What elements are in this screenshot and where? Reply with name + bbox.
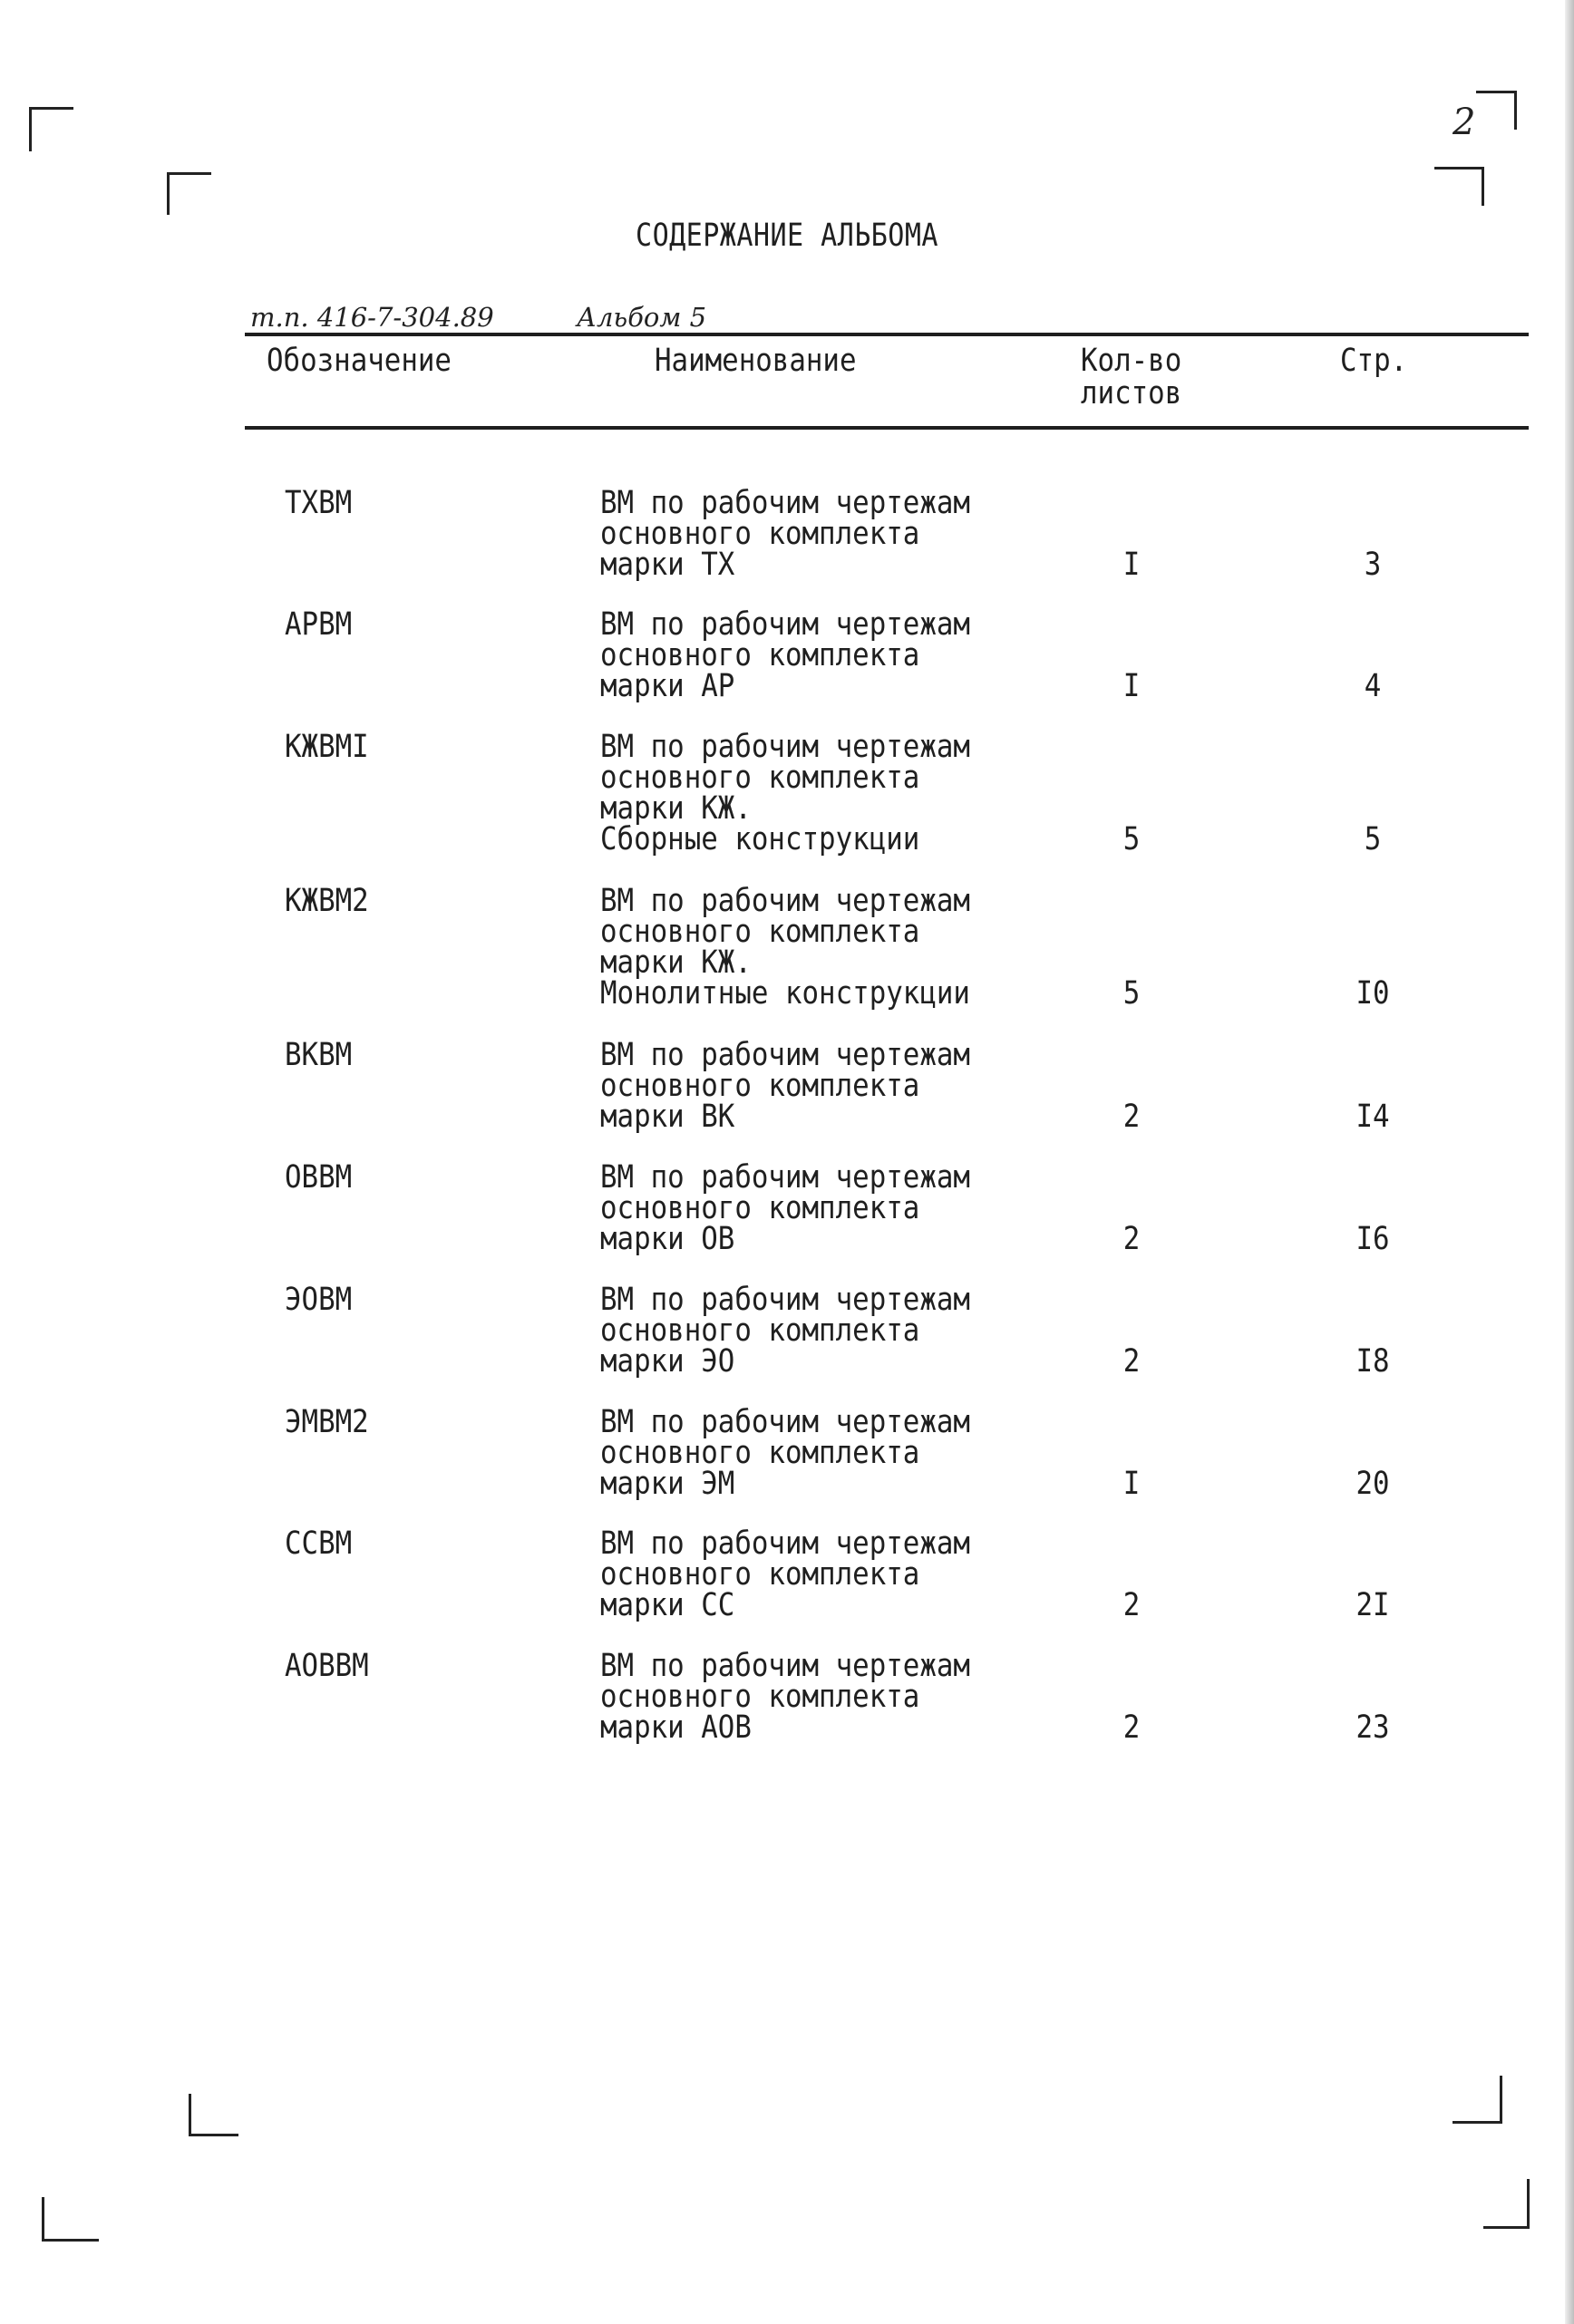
header-top-rule [245, 333, 1529, 336]
row-name [600, 731, 970, 855]
document-title: СОДЕРЖАНИЕ АЛЬБОМА [636, 218, 938, 254]
corner-mark-top-right [1476, 91, 1517, 130]
row-designation: ВКВМ [285, 1037, 353, 1073]
row-name-line: марки АР [600, 668, 735, 704]
row-name [600, 1525, 970, 1623]
row-page: I4 [1355, 1099, 1390, 1135]
row-page: 20 [1355, 1466, 1390, 1502]
row-designation: ССВМ [285, 1525, 353, 1562]
row-name-line: основного комплекта [600, 1435, 920, 1471]
row-page: 5 [1364, 821, 1382, 857]
row-name [600, 1037, 970, 1135]
row-name-line: ВМ по рабочим чертежам [600, 606, 970, 643]
row-name-line: ВМ по рабочим чертежам [600, 1404, 970, 1440]
corner-mark-bottom-left [42, 2197, 99, 2242]
row-name-line: основного комплекта [600, 1190, 920, 1226]
page-number: 2 [1453, 102, 1476, 143]
row-page: 4 [1364, 668, 1382, 704]
row-name-line: ВМ по рабочим чертежам [600, 1037, 970, 1073]
row-name-line: основного комплекта [600, 914, 920, 950]
row-page: 3 [1364, 547, 1382, 583]
row-designation: ЭОВМ [285, 1282, 353, 1318]
header-page: Стр. [1340, 343, 1408, 379]
corner-mark-bottom-right [1483, 2179, 1530, 2229]
row-sheets: 2 [1122, 1221, 1141, 1257]
row-name [600, 1648, 970, 1746]
corner-mark-top-left-inner [167, 172, 211, 215]
row-sheets: I [1122, 668, 1141, 704]
row-designation: ЭМВМ2 [285, 1404, 369, 1440]
row-name-line: ВМ по рабочим чертежам [600, 1282, 970, 1318]
row-name-line: ВМ по рабочим чертежам [600, 883, 970, 919]
row-name-line: основного комплекта [600, 760, 920, 796]
row-name-line: Сборные конструкции [600, 821, 920, 857]
row-name [600, 1159, 970, 1257]
corner-mark-top-left [29, 107, 73, 151]
row-name [600, 485, 970, 583]
row-designation: АРВМ [285, 606, 353, 643]
row-name-line: марки ОВ [600, 1221, 735, 1257]
header-name: Наименование [655, 343, 857, 379]
header-designation: Обозначение [267, 343, 452, 379]
corner-mark-bottom-right-inner [1453, 2076, 1502, 2124]
header-sheets-line1: Кол-во [1081, 343, 1182, 379]
row-sheets: 2 [1122, 1709, 1141, 1746]
row-name-line: марки ТХ [600, 547, 735, 583]
row-name-line: основного комплекта [600, 1068, 920, 1104]
row-name-line: основного комплекта [600, 637, 920, 673]
project-code: т.п. 416-7-304.89 [250, 302, 494, 333]
row-page: I0 [1355, 975, 1390, 1012]
row-sheets: 5 [1122, 821, 1141, 857]
row-name-line: ВМ по рабочим чертежам [600, 1648, 970, 1684]
row-name-line: основного комплекта [600, 516, 920, 552]
row-name-line: марки КЖ. [600, 790, 752, 827]
row-name [600, 1282, 970, 1380]
row-name-line: марки ЭО [600, 1343, 735, 1380]
row-name [600, 606, 970, 704]
row-name-line: основного комплекта [600, 1312, 920, 1349]
row-designation: КЖВМI [285, 729, 369, 765]
header-sheets [1081, 344, 1181, 410]
row-sheets: 5 [1122, 975, 1141, 1012]
row-page: 23 [1355, 1709, 1390, 1746]
corner-mark-top-right-inner [1434, 167, 1484, 206]
row-designation: КЖВМ2 [285, 883, 369, 919]
header-bottom-rule [245, 426, 1529, 430]
header-sheets-line2: листов [1081, 375, 1182, 412]
row-name-line: марки АОВ [600, 1709, 752, 1746]
row-name-line: марки ВК [600, 1099, 735, 1135]
corner-mark-bottom-left-inner [189, 2094, 238, 2136]
album-label: Альбом 5 [577, 302, 707, 333]
row-name-line: марки ЭМ [600, 1466, 735, 1502]
row-sheets: I [1122, 547, 1141, 583]
row-name [600, 883, 970, 1012]
row-sheets: 2 [1122, 1587, 1141, 1623]
row-page: 2I [1355, 1587, 1390, 1623]
row-page: I6 [1355, 1221, 1390, 1257]
row-designation: ОВВМ [285, 1159, 353, 1196]
row-sheets: 2 [1122, 1343, 1141, 1380]
row-name-line: ВМ по рабочим чертежам [600, 485, 970, 521]
row-designation: АОВВМ [285, 1648, 369, 1684]
row-name [600, 1404, 970, 1502]
row-name-line: основного комплекта [600, 1679, 920, 1715]
row-name-line: ВМ по рабочим чертежам [600, 1159, 970, 1196]
row-name-line: марки СС [600, 1587, 735, 1623]
row-name-line: ВМ по рабочим чертежам [600, 1525, 970, 1562]
row-sheets: 2 [1122, 1099, 1141, 1135]
row-name-line: основного комплекта [600, 1556, 920, 1593]
row-page: I8 [1355, 1343, 1390, 1380]
row-name-line: Монолитные конструкции [600, 975, 970, 1012]
page-edge [1565, 0, 1574, 2324]
row-name-line: марки КЖ. [600, 944, 752, 981]
row-designation: ТХВМ [285, 485, 353, 521]
row-sheets: I [1122, 1466, 1141, 1502]
row-name-line: ВМ по рабочим чертежам [600, 729, 970, 765]
